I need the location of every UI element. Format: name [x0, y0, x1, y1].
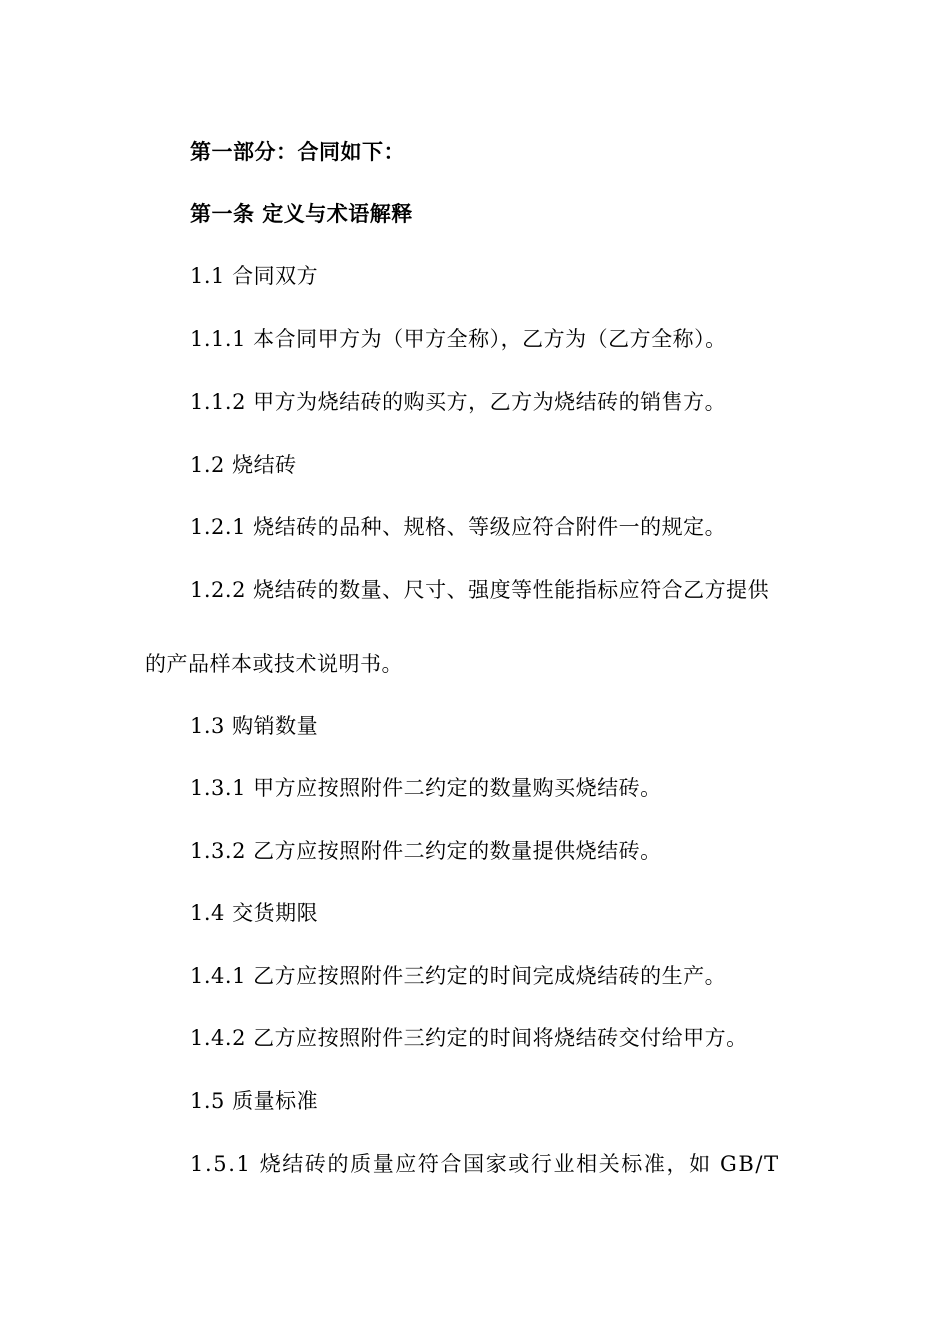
- part-heading: 第一部分：合同如下：: [190, 140, 405, 164]
- clause-1-2-2: 1.2.2 烧结砖的数量、尺寸、强度等性能指标应符合乙方提供: [190, 578, 770, 602]
- section-1-2: 1.2 烧结砖: [190, 453, 297, 477]
- clause-1-5-1: 1.5.1 烧结砖的质量应符合国家或行业相关标准，如 GB/T: [190, 1152, 780, 1176]
- clause-1-2-1: 1.2.1 烧结砖的品种、规格、等级应符合附件一的规定。: [190, 515, 727, 539]
- section-1-3: 1.3 购销数量: [190, 714, 319, 738]
- article-heading: 第一条 定义与术语解释: [190, 202, 413, 226]
- clause-1-3-1: 1.3.1 甲方应按照附件二约定的数量购买烧结砖。: [190, 776, 662, 800]
- section-1-1: 1.1 合同双方: [190, 264, 319, 288]
- clause-1-1-1: 1.1.1 本合同甲方为（甲方全称），乙方为（乙方全称）。: [190, 327, 727, 351]
- clause-1-4-1: 1.4.1 乙方应按照附件三约定的时间完成烧结砖的生产。: [190, 964, 727, 988]
- clause-1-4-2: 1.4.2 乙方应按照附件三约定的时间将烧结砖交付给甲方。: [190, 1026, 748, 1050]
- clause-1-3-2: 1.3.2 乙方应按照附件二约定的数量提供烧结砖。: [190, 839, 662, 863]
- section-1-5: 1.5 质量标准: [190, 1089, 319, 1113]
- clause-1-1-2: 1.1.2 甲方为烧结砖的购买方，乙方为烧结砖的销售方。: [190, 390, 727, 414]
- section-1-4: 1.4 交货期限: [190, 901, 319, 925]
- clause-1-2-2-continued: 的产品样本或技术说明书。: [145, 652, 403, 676]
